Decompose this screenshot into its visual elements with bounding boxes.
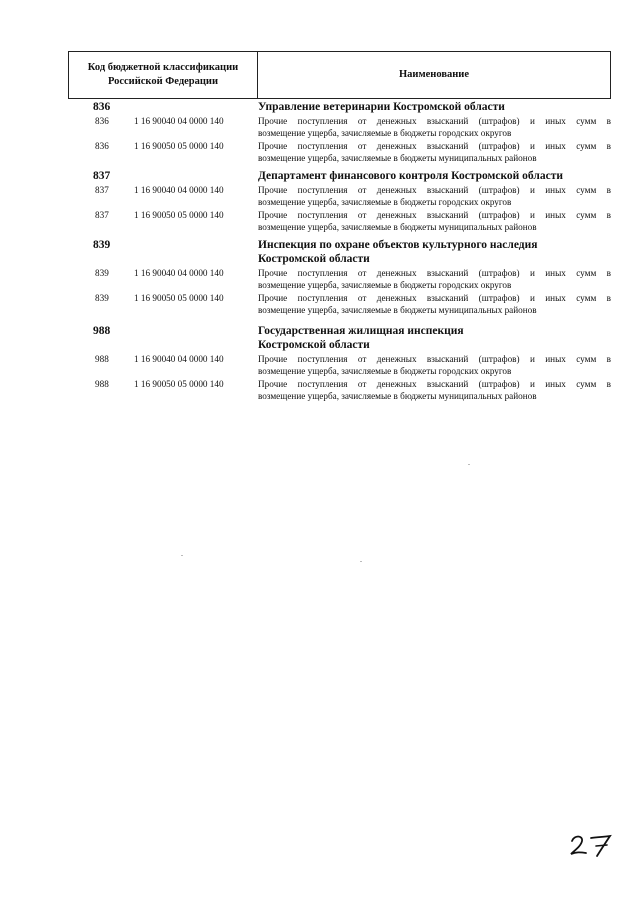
row-description <box>258 268 611 291</box>
row-kbk-code: 1 16 90040 04 0000 140 <box>134 185 224 195</box>
table-row <box>68 293 611 316</box>
admin-code: 839 <box>93 239 111 251</box>
row-description-line: возмещение ущерба, зачисляемые в бюджеты городских округов <box>258 196 512 207</box>
admin-title: Управление ветеринарии Костромской области <box>258 101 505 113</box>
row-description <box>258 379 611 402</box>
row-description-line: Прочие поступления от денежных взысканий (штрафов) и иных сумм в <box>258 116 611 126</box>
row-kbk-code: 1 16 90050 05 0000 140 <box>134 293 224 303</box>
section-988 <box>68 324 611 402</box>
row-admin-code: 837 <box>95 185 109 195</box>
scan-artifact <box>468 464 470 465</box>
row-admin-code: 988 <box>95 354 109 364</box>
row-description <box>258 210 611 233</box>
row-description-line: возмещение ущерба, зачисляемые в бюджеты муниципальных районов <box>258 390 537 401</box>
row-description <box>258 116 611 139</box>
table-row <box>68 210 611 233</box>
row-admin-code: 988 <box>95 379 109 389</box>
row-description-line: возмещение ущерба, зачисляемые в бюджеты муниципальных районов <box>258 152 537 163</box>
row-description <box>258 354 611 377</box>
section-836 <box>68 100 611 164</box>
row-kbk-code: 1 16 90040 04 0000 140 <box>134 354 224 364</box>
row-description <box>258 185 611 208</box>
row-admin-code: 836 <box>95 116 109 126</box>
row-kbk-code: 1 16 90040 04 0000 140 <box>134 116 224 126</box>
table-row <box>68 379 611 402</box>
header-code-column: Код бюджетной классификации Российской Федерации <box>69 52 258 99</box>
row-description-line: Прочие поступления от денежных взысканий (штрафов) и иных сумм в <box>258 268 611 278</box>
row-kbk-code: 1 16 90050 05 0000 140 <box>134 379 224 389</box>
section-heading <box>68 169 611 183</box>
admin-code: 837 <box>93 170 111 182</box>
section-837 <box>68 169 611 233</box>
admin-title: Департамент финансового контроля Костромской области <box>258 170 563 182</box>
row-description <box>258 293 611 316</box>
row-admin-code: 837 <box>95 210 109 220</box>
admin-title: Государственная жилищная инспекция Костромской области <box>258 325 464 351</box>
row-admin-code: 839 <box>95 293 109 303</box>
table-row <box>68 354 611 377</box>
row-admin-code: 839 <box>95 268 109 278</box>
table-row <box>68 116 611 139</box>
row-description-line: возмещение ущерба, зачисляемые в бюджеты муниципальных районов <box>258 304 537 315</box>
row-kbk-code: 1 16 90040 04 0000 140 <box>134 268 224 278</box>
row-description-line: Прочие поступления от денежных взысканий (штрафов) и иных сумм в <box>258 379 611 389</box>
row-kbk-code: 1 16 90050 05 0000 140 <box>134 141 224 151</box>
table-row <box>68 268 611 291</box>
row-description-line: Прочие поступления от денежных взысканий (штрафов) и иных сумм в <box>258 354 611 364</box>
row-description-line: возмещение ущерба, зачисляемые в бюджеты муниципальных районов <box>258 221 537 232</box>
row-description-line: возмещение ущерба, зачисляемые в бюджеты городских округов <box>258 279 512 290</box>
row-description-line: возмещение ущерба, зачисляемые в бюджеты городских округов <box>258 127 512 138</box>
row-admin-code: 836 <box>95 141 109 151</box>
scan-artifact <box>181 555 183 556</box>
row-description-line: Прочие поступления от денежных взысканий (штрафов) и иных сумм в <box>258 210 611 220</box>
row-kbk-code: 1 16 90050 05 0000 140 <box>134 210 224 220</box>
scan-artifact <box>360 561 362 562</box>
header-name-column: Наименование <box>258 52 611 99</box>
row-description-line: Прочие поступления от денежных взысканий (штрафов) и иных сумм в <box>258 293 611 303</box>
handwritten-page-number <box>566 829 616 859</box>
table-header <box>68 51 611 99</box>
row-description-line: Прочие поступления от денежных взысканий (штрафов) и иных сумм в <box>258 185 611 195</box>
row-description-line: Прочие поступления от денежных взысканий (штрафов) и иных сумм в <box>258 141 611 151</box>
section-heading <box>68 100 611 114</box>
section-839 <box>68 238 611 316</box>
admin-code: 836 <box>93 101 111 113</box>
sections-list <box>68 100 611 407</box>
admin-code: 988 <box>93 325 111 337</box>
table-row <box>68 185 611 208</box>
row-description-line: возмещение ущерба, зачисляемые в бюджеты городских округов <box>258 365 512 376</box>
section-heading <box>68 324 611 352</box>
row-description <box>258 141 611 164</box>
section-heading <box>68 238 611 266</box>
table-row <box>68 141 611 164</box>
admin-title: Инспекция по охране объектов культурного наследия Костромской области <box>258 239 538 265</box>
